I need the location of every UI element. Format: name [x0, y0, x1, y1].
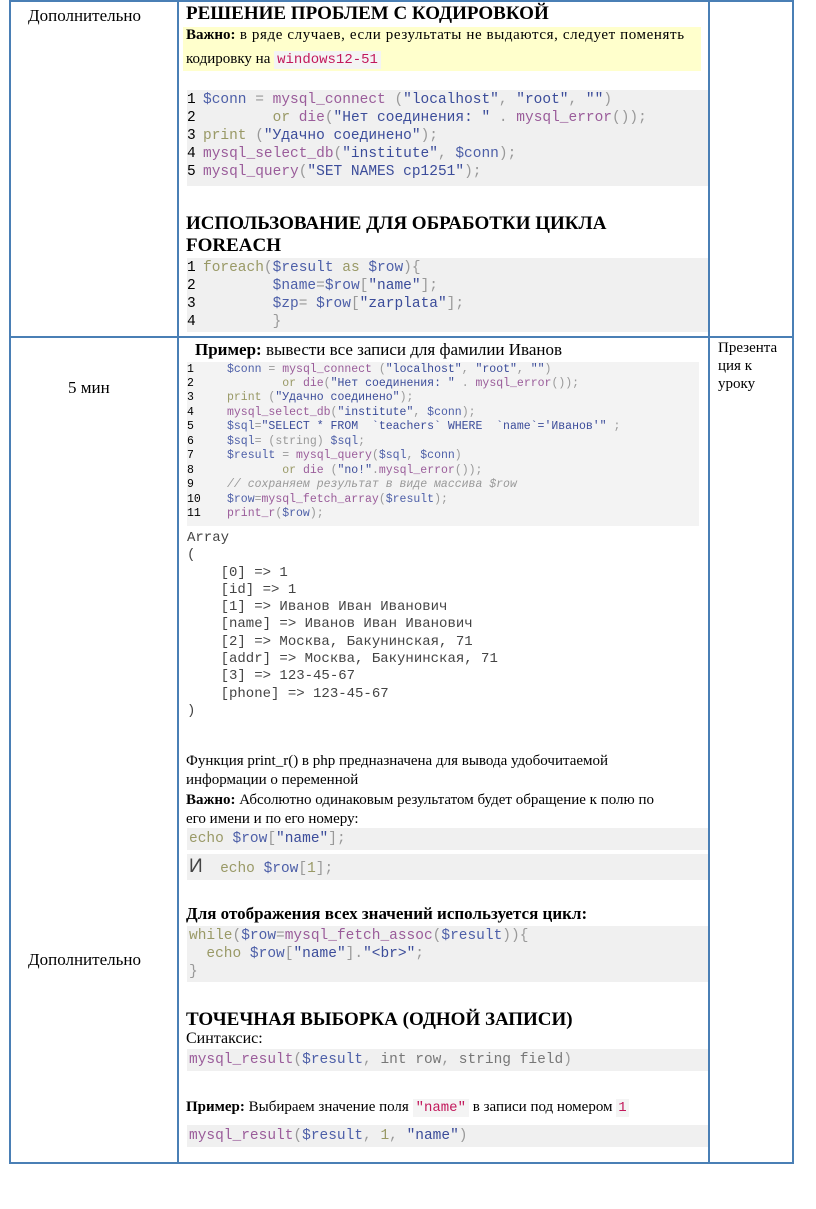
code-block-query: 1 $conn = mysql_connect ("localhost", "root", "") 2 or die("Нет соединения: " . mysql_error()); 3 print ("Удачно соединено"); 4 mysql_select_db("institute", $conn); 5 $sql="SELECT * FROM `teachers` WHERE `name`='Иванов'" ; 6 $sql= (string) $sql; 7 $result = mysql_query($sql, $conn) 8 or die ("no!".mysql_error()); 9 // сохраняем результат в виде массива $row 10 $row=mysql_fetch_array($result); 11 print_r($row); — [187, 362, 699, 526]
line-number: 5 — [187, 164, 196, 180]
code-line: 4 mysql_select_db("institute", $conn); — [187, 146, 517, 162]
code-example-result: mysql_result($result, 1, "name") — [187, 1125, 708, 1147]
code-line: 1 $conn = mysql_connect ("localhost", "root", "") — [187, 92, 613, 108]
code-echo-index: И echo $row[1]; — [187, 854, 708, 880]
time-label: 5 мин — [68, 378, 110, 397]
table-row-divider — [9, 336, 794, 338]
important-note-line2 — [186, 51, 381, 68]
example2 — [186, 1099, 629, 1116]
heading-single-select: ТОЧЕЧНАЯ ВЫБОРКА (ОДНОЙ ЗАПИСИ) — [186, 1009, 573, 1030]
line-number: 2 — [187, 110, 196, 126]
example2-text2: в записи под номером — [469, 1099, 617, 1115]
table-border-top — [9, 0, 794, 2]
example2-num: 1 — [618, 1100, 627, 1116]
table-border-left — [9, 0, 11, 1164]
and-word: И — [189, 856, 203, 877]
heading-foreach — [186, 213, 606, 257]
row2-left-label: Дополнительно — [28, 950, 141, 969]
example2-field: "name" — [413, 1099, 469, 1117]
print-r-line1: Функция print_r() в php предназначена для вывода удобочитаемой — [186, 753, 609, 769]
loop-heading: Для отображения всех значений используется цикл: — [186, 904, 588, 923]
important2-text: Абсолютно одинаковым результатом будет обращение к полю по — [235, 792, 654, 808]
print-r-desc — [186, 752, 608, 790]
table-border-bottom — [9, 1162, 794, 1164]
example2-text1: Выбираем значение поля — [244, 1099, 413, 1115]
right-note-line: Презента — [718, 340, 778, 356]
code-line: 5 mysql_query("SET NAMES cp1251"); — [187, 164, 482, 180]
line-number: 1 — [187, 92, 196, 108]
important-text: в ряде случаев, если результаты не выдаются, следует поменять — [235, 27, 685, 43]
example-label: Пример: — [195, 340, 262, 359]
example2-label: Пример: — [186, 1099, 245, 1115]
right-note-line: ция к — [718, 358, 752, 374]
array-output: Array ( [0] => 1 [id] => 1 [1] => Иванов Иван Иванович [name] => Иванов Иван Иванович [2] => Москва, Бакунинская, 71 [addr] => Москва, Бакунинская, 71 [3] => 123-45-67 [phone] => 123-45-67 ) — [187, 530, 498, 719]
important-label: Важно: — [186, 27, 236, 43]
code-line: 2 or die("Нет соединения: " . mysql_error()); — [187, 110, 647, 126]
line-number: 4 — [187, 146, 196, 162]
print-r-line2: информации о переменной — [186, 772, 359, 788]
line-number: 3 — [187, 128, 196, 144]
important-note-line1 — [186, 27, 700, 44]
example-text: вывести все записи для фамилии Иванов — [261, 340, 563, 359]
code-echo-name: echo $row["name"]; — [187, 828, 708, 850]
row1-left-label: Дополнительно — [28, 6, 141, 25]
encoding-value: windows12-51 — [274, 51, 381, 69]
code-syntax: mysql_result($result, int row, string field) — [187, 1049, 708, 1071]
table-border-right — [792, 0, 794, 1164]
heading-encoding: РЕШЕНИЕ ПРОБЛЕМ С КОДИРОВКОЙ — [186, 3, 549, 24]
code-line: 2 $name=$row["name"]; — [187, 278, 438, 294]
code-line: 1 foreach($result as $row){ — [187, 260, 421, 276]
code-while-loop: while($row=mysql_fetch_assoc($result)){ echo $row["name"]."<br>"; } — [187, 926, 708, 982]
code-block-foreach — [187, 258, 708, 332]
code-line: 4 } — [187, 314, 282, 330]
important-text2: кодировку на — [186, 51, 275, 67]
code-line: 3 $zp= $row["zarplata"]; — [187, 296, 465, 312]
important2-label: Важно: — [186, 792, 236, 808]
right-note-line: уроку — [718, 376, 756, 392]
syntax-label: Синтаксис: — [186, 1030, 263, 1047]
code-line: 3 print ("Удачно соединено"); — [187, 128, 438, 144]
important2 — [186, 791, 654, 829]
heading-foreach-line1: ИСПОЛЬЗОВАНИЕ ДЛЯ ОБРАБОТКИ ЦИКЛА — [186, 213, 607, 234]
important2-line2: его имени и по его номеру: — [186, 811, 359, 827]
code-block-connect — [187, 90, 708, 186]
example-heading — [195, 340, 562, 360]
heading-foreach-line2: FOREACH — [186, 235, 281, 256]
table-border-col1 — [177, 0, 179, 1164]
table-border-col2 — [708, 0, 710, 1164]
right-note — [718, 339, 777, 393]
